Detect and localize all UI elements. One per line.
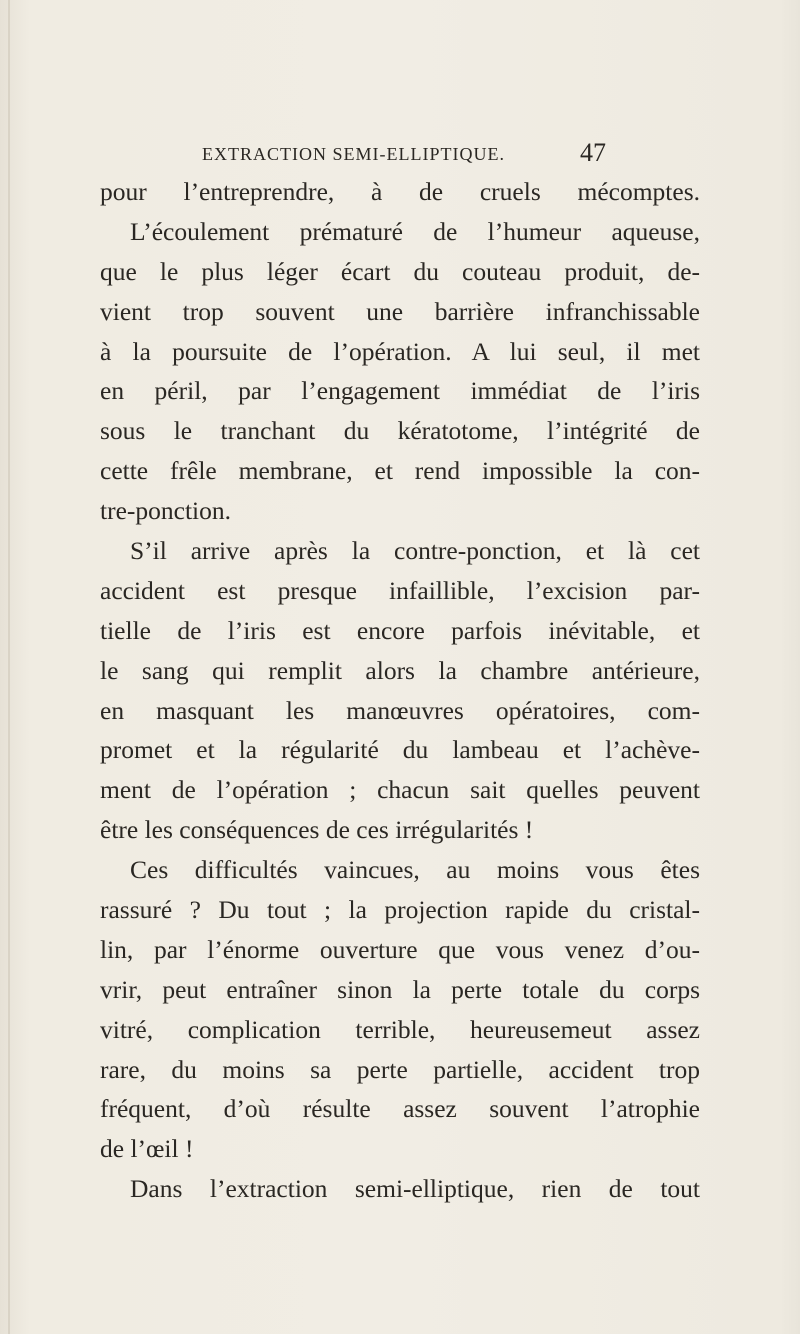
text-line: Dans l’extraction semi-elliptique, rien de tout: [130, 1174, 700, 1204]
text-line: en péril, par l’engagement immédiat de l’iris: [100, 376, 700, 406]
text-line: pour l’entreprendre, à de cruels mécomptes.: [100, 177, 700, 206]
page-gutter-shadow: [8, 0, 10, 1334]
text-line: vitré, complication terrible, heureusemeut assez: [100, 1014, 700, 1044]
body-text: [100, 172, 700, 1209]
text-line: rassuré ? Du tout ; la projection rapide du cristal-: [100, 895, 700, 925]
running-head: EXTRACTION SEMI-ELLIPTIQUE.: [202, 144, 505, 164]
text-line: S’il arrive après la contre-ponction, et là cet: [130, 536, 700, 566]
text-line: à la poursuite de l’opération. A lui seul, il met: [100, 336, 700, 366]
text-line: que le plus léger écart du couteau produit, de-: [100, 256, 700, 286]
text-line: L’écoulement prématuré de l’humeur aqueuse,: [130, 216, 700, 246]
text-line: lin, par l’énorme ouverture que vous venez d’ou-: [100, 934, 700, 964]
text-line: rare, du moins sa perte partielle, accident trop: [100, 1054, 700, 1084]
text-line: sous le tranchant du kératotome, l’intégrité de: [100, 416, 700, 446]
text-line: fréquent, d’où résulte assez souvent l’atrophie: [100, 1094, 700, 1124]
text-line: en masquant les manœuvres opératoires, com-: [100, 695, 700, 725]
text-line: le sang qui remplit alors la chambre antérieure,: [100, 655, 700, 685]
text-line: vrir, peut entraîner sinon la perte totale du corps: [100, 974, 700, 1004]
page-number: 47: [580, 138, 606, 167]
text-line: ment de l’opération ; chacun sait quelles peuvent: [100, 775, 700, 805]
text-line: de l’œil !: [100, 1134, 194, 1164]
page-header: [0, 140, 800, 170]
text-line: Ces difficultés vaincues, au moins vous êtes: [130, 855, 700, 885]
text-line: tre-ponction.: [100, 496, 231, 526]
text-line: accident est presque infaillible, l’excision par-: [100, 575, 700, 605]
text-line: cette frêle membrane, et rend impossible la con-: [100, 456, 700, 486]
text-line: vient trop souvent une barrière infranchissable: [100, 296, 700, 326]
text-line: tielle de l’iris est encore parfois inévitable, et: [100, 615, 700, 645]
text-line: promet et la régularité du lambeau et l’achève-: [100, 735, 700, 765]
text-line: être les conséquences de ces irrégularités !: [100, 815, 534, 845]
